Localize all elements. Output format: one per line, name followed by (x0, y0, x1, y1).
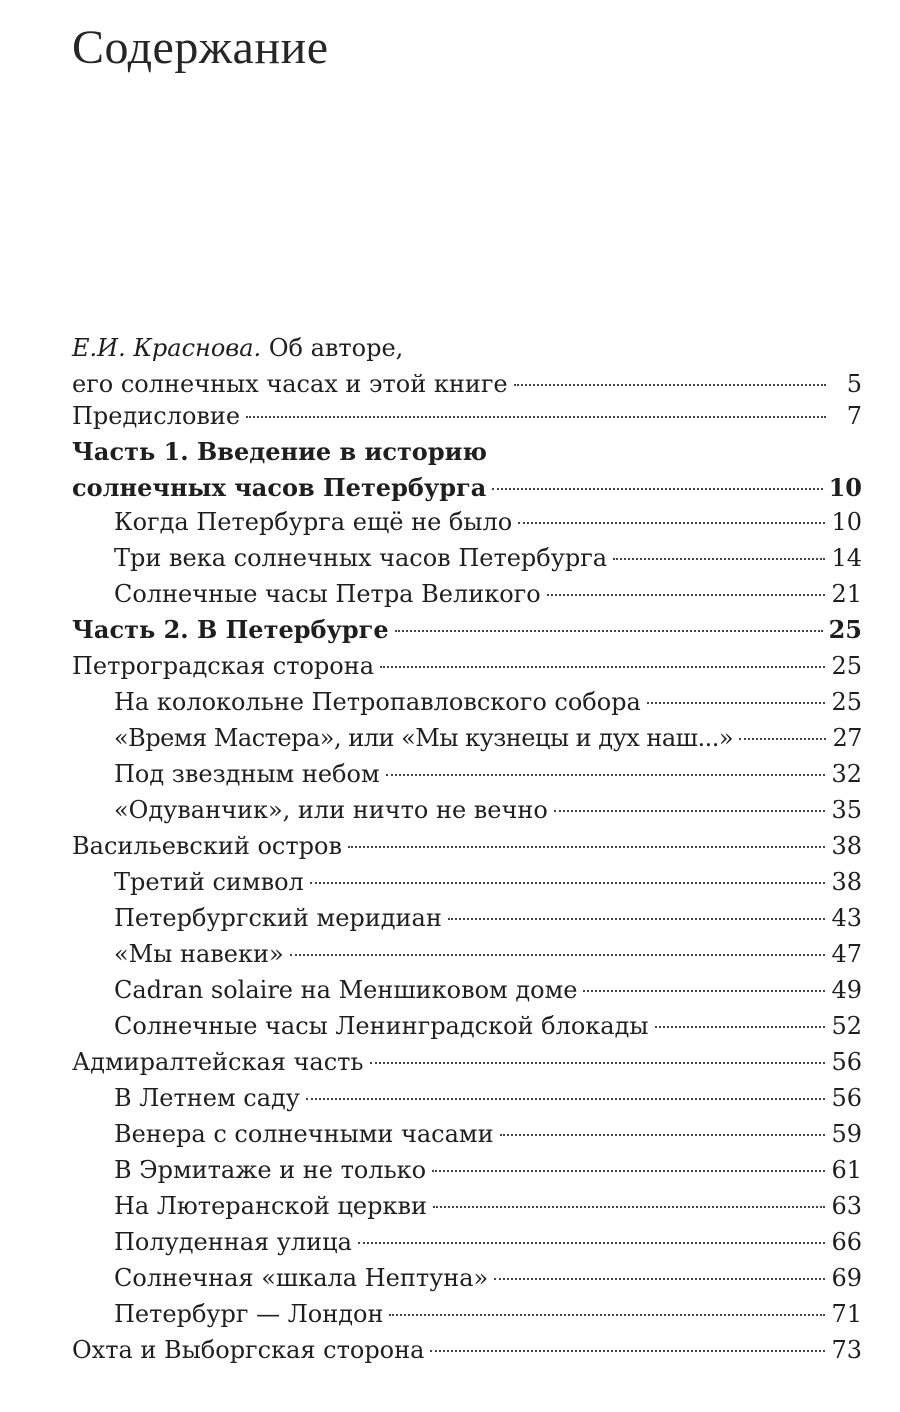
toc-entry-line (72, 398, 862, 434)
toc-leader-dots (583, 990, 825, 992)
toc-page-number: 52 (831, 1012, 862, 1040)
toc-entry-line (72, 1332, 862, 1368)
toc-entry-title: На колокольне Петропавловского собора (114, 688, 641, 716)
toc-leader-dots (514, 384, 826, 386)
toc-entry-line (114, 1008, 862, 1044)
toc-entry-title: Об авторе, (261, 334, 404, 362)
toc-entry-line (72, 434, 862, 470)
toc-entry-about-author (72, 330, 862, 402)
toc-entry-line (114, 720, 862, 756)
toc-entry-title: Предисловие (72, 402, 241, 430)
toc-page-number: 59 (831, 1120, 862, 1148)
toc-page-number: 63 (831, 1192, 862, 1220)
toc-entry-line (114, 756, 862, 792)
toc-entry-indented (114, 972, 862, 1008)
toc-page-number: 49 (831, 976, 862, 1004)
toc-entry-title: Венера с солнечными часами (114, 1120, 494, 1148)
toc-leader-dots (739, 738, 826, 740)
toc-entry-title: Васильевский остров (72, 832, 342, 860)
toc-section-entry (72, 648, 862, 684)
toc-entry-indented (114, 684, 862, 720)
page-title: Содержание (72, 21, 329, 74)
toc-page-number: 25 (831, 688, 862, 716)
toc-leader-dots (432, 1170, 825, 1172)
toc-part-heading (72, 612, 862, 648)
toc-entry-preface (72, 398, 862, 434)
toc-entry-title: Солнечные часы Ленинградской блокады (114, 1012, 649, 1040)
toc-section-entry (72, 828, 862, 864)
toc-entry-indented (114, 1008, 862, 1044)
toc-entry-line (114, 540, 862, 576)
toc-leader-dots (647, 702, 826, 704)
toc-entry-indented (114, 1080, 862, 1116)
toc-part-heading (72, 434, 862, 506)
toc-entry-title: Когда Петербурга ещё не было (114, 508, 513, 536)
toc-leader-dots (380, 666, 825, 668)
toc-entry-title: Петербург — Лондон (114, 1300, 384, 1328)
toc-entry-title: В Летнем саду (114, 1084, 300, 1112)
toc-leader-dots (494, 1278, 825, 1280)
toc-entry-title: Полуденная улица (114, 1228, 352, 1256)
toc-leader-dots (246, 416, 826, 418)
toc-entry-indented (114, 936, 862, 972)
toc-page-number: 71 (831, 1300, 862, 1328)
toc-entry-line (72, 828, 862, 864)
toc-leader-dots (395, 630, 823, 632)
toc-page-number: 32 (831, 760, 862, 788)
toc-page-number: 5 (846, 370, 862, 398)
toc-leader-dots (389, 1314, 825, 1316)
toc-entry-title: Под звездным небом (114, 760, 380, 788)
toc-entry-title: Петербургский меридиан (114, 904, 442, 932)
toc-leader-dots (386, 774, 826, 776)
toc-entry-line (114, 1224, 862, 1260)
toc-entry-line (114, 792, 862, 828)
toc-entry-indented (114, 756, 862, 792)
toc-entry-line (114, 1152, 862, 1188)
toc-entry-line (114, 864, 862, 900)
toc-entry-title: «Мы навеки» (114, 940, 284, 968)
toc-entry-title: солнечных часов Петербурга (72, 473, 487, 502)
toc-page-number: 73 (831, 1336, 862, 1364)
toc-entry-indented (114, 1188, 862, 1224)
toc-leader-dots (358, 1242, 826, 1244)
toc-entry-title: Cadran solaire на Меншиковом доме (114, 976, 578, 1004)
toc-leader-dots (554, 810, 826, 812)
toc-entry-line (114, 1296, 862, 1332)
toc-page-number: 66 (831, 1228, 862, 1256)
toc-page-number: 14 (831, 544, 862, 572)
toc-page-number: 25 (831, 652, 862, 680)
toc-page-number: 21 (831, 580, 862, 608)
toc-leader-dots (500, 1134, 826, 1136)
toc-page-number: 10 (828, 473, 862, 502)
toc-entry-author: Е.И. Краснова. (72, 334, 262, 362)
toc-leader-dots (310, 882, 826, 884)
toc-section-entry (72, 1044, 862, 1080)
toc-entry-title: В Эрмитаже и не только (114, 1156, 427, 1184)
toc-entry-line (114, 972, 862, 1008)
toc-entry-line (114, 504, 862, 540)
toc-entry-indented (114, 540, 862, 576)
toc-entry-indented (114, 864, 862, 900)
toc-entry-line (72, 330, 862, 366)
toc-entry-indented (114, 720, 862, 756)
toc-entry-indented (114, 1224, 862, 1260)
toc-page-number: 47 (831, 940, 862, 968)
toc-leader-dots (290, 954, 826, 956)
toc-entry-title: Часть 1. Введение в историю (72, 437, 488, 466)
toc-entry-line (114, 576, 862, 612)
toc-entry-line (114, 1188, 862, 1224)
toc-page-number: 25 (828, 615, 862, 644)
toc-page-number: 56 (831, 1048, 862, 1076)
toc-entry-title: его солнечных часах и этой книге (72, 370, 508, 398)
toc-entry-line (114, 900, 862, 936)
toc-page-number: 61 (831, 1156, 862, 1184)
toc-entry-line (114, 1080, 862, 1116)
toc-entry-indented (114, 1152, 862, 1188)
toc-leader-dots (348, 846, 825, 848)
toc-page-number: 35 (831, 796, 862, 824)
toc-entry-title: Петроградская сторона (72, 652, 375, 680)
toc-entry-line (114, 1116, 862, 1152)
toc-entry-line (72, 366, 862, 402)
toc-page-number: 38 (831, 868, 862, 896)
toc-leader-dots (433, 1206, 825, 1208)
toc-entry-title: Адмиралтейская часть (72, 1048, 364, 1076)
toc-entry-indented (114, 576, 862, 612)
toc-leader-dots (370, 1062, 826, 1064)
toc-entry-title: Охта и Выборгская сторона (72, 1336, 425, 1364)
toc-leader-dots (655, 1026, 826, 1028)
toc-page-number: 56 (831, 1084, 862, 1112)
toc-leader-dots (547, 594, 826, 596)
toc-page-number: 69 (831, 1264, 862, 1292)
toc-entry-line (114, 936, 862, 972)
toc-entry-title: «Одуванчик», или ничто не вечно (114, 796, 548, 824)
toc-leader-dots (306, 1098, 826, 1100)
toc-entry-indented (114, 1260, 862, 1296)
toc-leader-dots (492, 488, 822, 490)
toc-entry-indented (114, 792, 862, 828)
toc-page-number: 43 (831, 904, 862, 932)
toc-entry-line (72, 470, 862, 506)
toc-leader-dots (613, 558, 825, 560)
toc-entry-line (114, 1260, 862, 1296)
toc-leader-dots (448, 918, 826, 920)
toc-entry-indented (114, 1296, 862, 1332)
toc-entry-line (72, 648, 862, 684)
toc-entry-line (72, 1044, 862, 1080)
toc-entry-title: Три века солнечных часов Петербурга (114, 544, 608, 572)
toc-leader-dots (518, 522, 825, 524)
toc-entry-title: Часть 2. В Петербурге (72, 615, 389, 644)
toc-entry-line (114, 684, 862, 720)
toc-page-number: 7 (846, 402, 862, 430)
toc-entry-title: На Лютеранской церкви (114, 1192, 427, 1220)
toc-section-entry (72, 1332, 862, 1368)
toc-entry-line (72, 612, 862, 648)
toc-entry-indented (114, 1116, 862, 1152)
toc-entry-title: «Время Мастера», или «Мы кузнецы и дух наш...» (114, 724, 734, 752)
toc-entry-title: Солнечная «шкала Нептуна» (114, 1264, 489, 1292)
toc-entry-indented (114, 504, 862, 540)
toc-entry-title: Солнечные часы Петра Великого (114, 580, 541, 608)
toc-leader-dots (430, 1350, 825, 1352)
toc-page-number: 27 (832, 724, 862, 752)
toc-entry-title: Третий символ (114, 868, 304, 896)
toc-page-number: 38 (831, 832, 862, 860)
toc-page-number: 10 (831, 508, 862, 536)
toc-entry-indented (114, 900, 862, 936)
